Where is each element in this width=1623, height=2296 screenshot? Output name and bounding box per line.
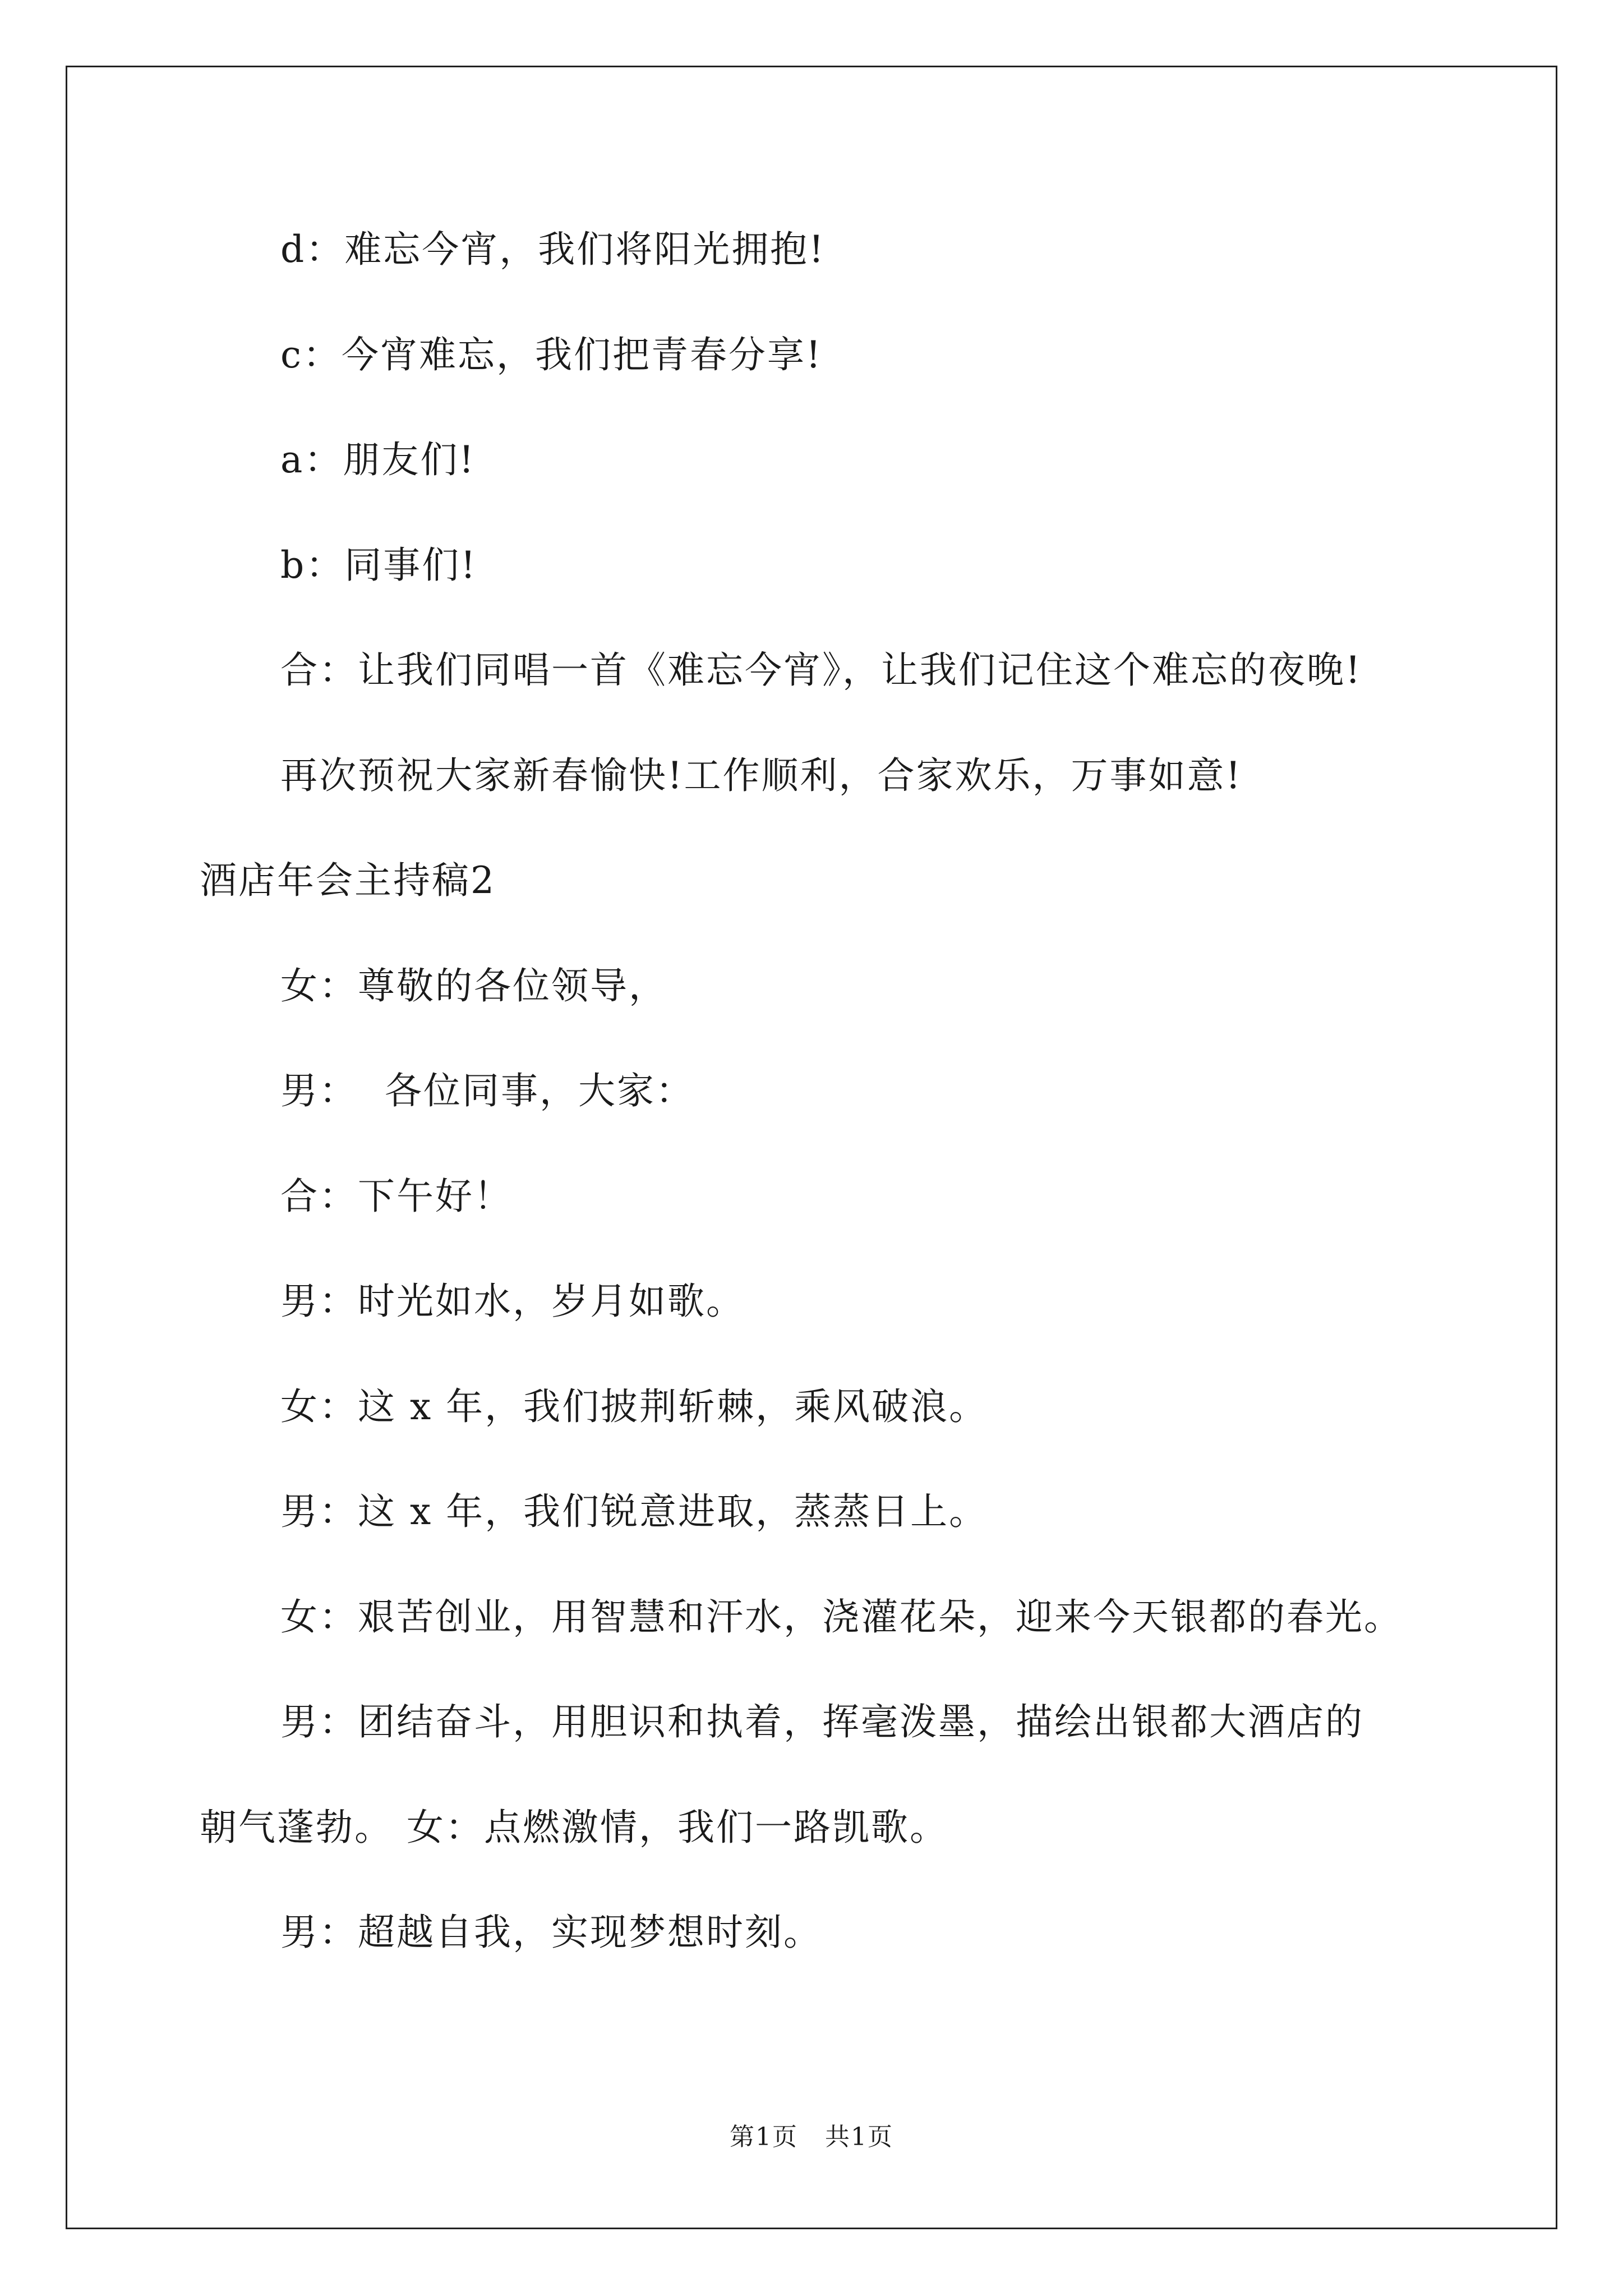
paragraph-line: a：朋友们! <box>280 438 476 481</box>
paragraph-line: 女：这 x 年，我们披荆斩棘，乘风破浪。 <box>280 1384 988 1428</box>
paragraph-line: b：同事们! <box>280 543 477 587</box>
paragraph-line: 合：让我们同唱一首《难忘今宵》，让我们记住这个难忘的夜晚! <box>280 648 1362 692</box>
paragraph-line: 男：这 x 年，我们锐意进取，蒸蒸日上。 <box>280 1490 988 1533</box>
paragraph-line-continuation: 朝气蓬勃。 女：点燃激情，我们一路凯歌。 <box>200 1805 948 1849</box>
document-body <box>200 224 1490 2013</box>
paragraph-line: 男： 各位同事，大家： <box>280 1069 694 1112</box>
paragraph-line: 男：超越自我，实现梦想时刻。 <box>280 1911 822 1954</box>
paragraph-line: 男：团结奋斗，用胆识和执着，挥毫泼墨，描绘出银都大酒店的 <box>280 1700 1364 1743</box>
paragraph-line: 男：时光如水，岁月如歌。 <box>280 1280 745 1323</box>
paragraph-line: 女：尊敬的各位领导， <box>280 964 667 1007</box>
paragraph-line: 女：艰苦创业，用智慧和汗水，浇灌花朵，迎来今天银都的春光。 <box>280 1595 1403 1639</box>
section-heading: 酒店年会主持稿2 <box>200 859 496 902</box>
paragraph-line: c：今宵难忘，我们把青春分享! <box>280 333 823 376</box>
paragraph-line: d：难忘今宵，我们将阳光拥抱! <box>280 228 826 271</box>
paragraph-line: 合：下午好！ <box>280 1174 513 1218</box>
paragraph-line: 再次预祝大家新春愉快!工作顺利，合家欢乐，万事如意! <box>280 753 1243 797</box>
page-footer: 第1页 共1页 <box>730 2123 893 2151</box>
